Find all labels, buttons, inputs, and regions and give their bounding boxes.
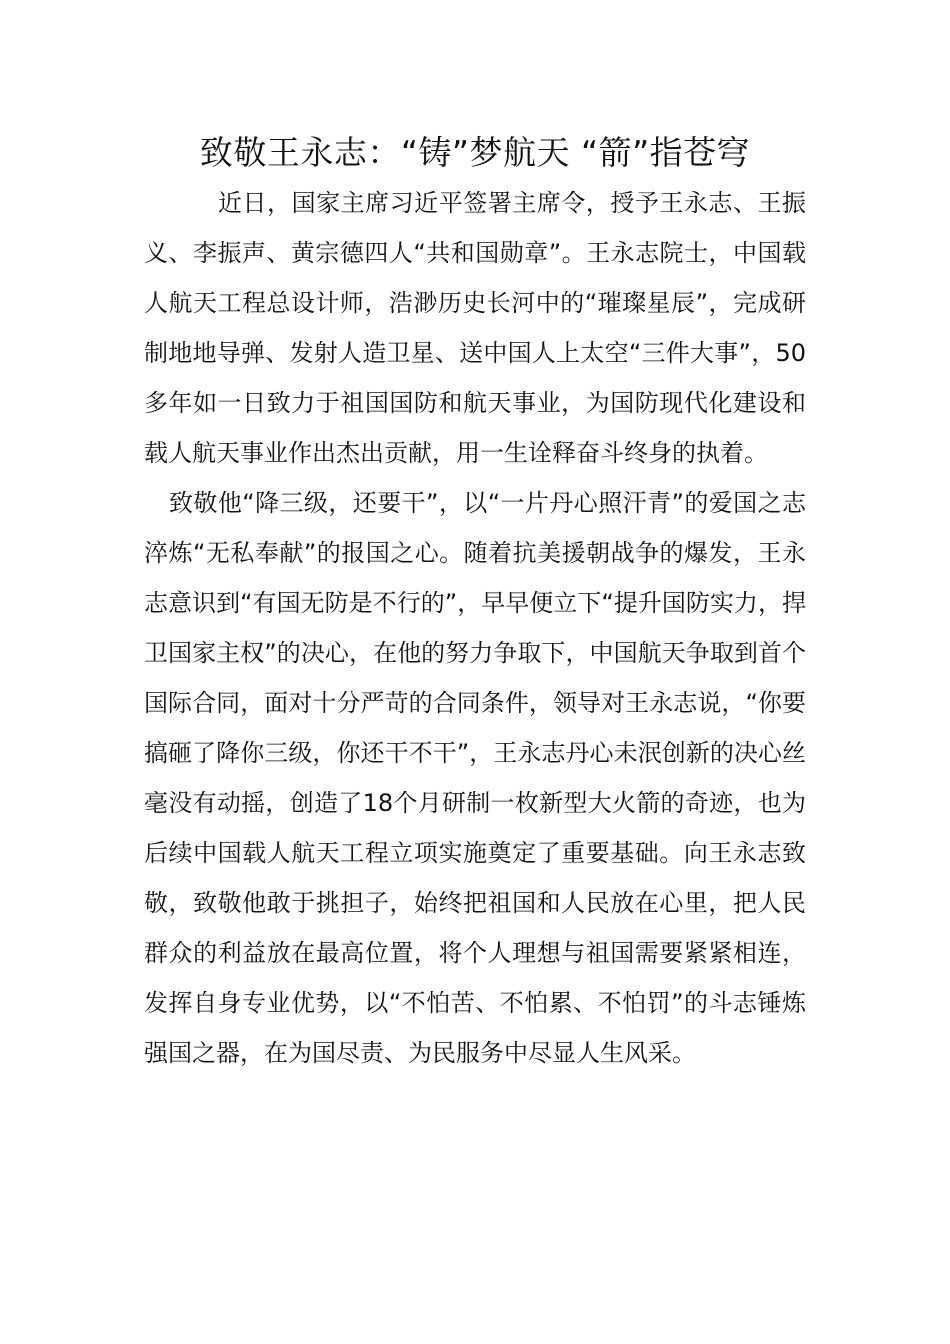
paragraph-intro: 近日，国家主席习近平签署主席令，授予王永志、王振义、李振声、黄宗德四人“共和国勋章”。王永志院士，中国载人航天工程总设计师，浩渺历史长河中的“璀璨星辰”，完成研制地地导弹、发射人造卫星、送中国人上太空“三件大事”，50多年如一日致力于祖国国防和航天事业，为国防现代化建设和载人航天事业作出杰出贡献，用一生诠释奋斗终身的执着。 — [144, 189, 806, 467]
paragraph-tribute: 致敬他“降三级，还要干”，以“一片丹心照汗青”的爱国之志淬炼“无私奉献”的报国之心。随着抗美援朝战争的爆发，王永志意识到“有国无防是不行的”，早早便立下“提升国防实力，捍卫国家主权”的决心，在他的努力争取下，中国航天争取到首个国际合同，面对十分严苛的合同条件，领导对王永志说，“你要搞砸了降你三级，你还干不干”，王永志丹心未泯创新的决心丝毫没有动摇，创造了18个月研制一枚新型大火箭的奇迹，也为后续中国载人航天工程立项实施奠定了重要基础。向王永志致敬，致敬他敢于挑担子，始终把祖国和人民放在心里，把人民群众的利益放在最高位置，将个人理想与祖国需要紧紧相连，发挥自身专业优势，以“不怕苦、不怕累、不怕罚”的斗志锤炼强国之器，在为国尽责、为民服务中尽显人生风采。 — [144, 489, 806, 1067]
document-body — [144, 128, 806, 1078]
document-title: 致敬王永志：“铸”梦航天 “箭”指苍穹 — [199, 133, 751, 172]
